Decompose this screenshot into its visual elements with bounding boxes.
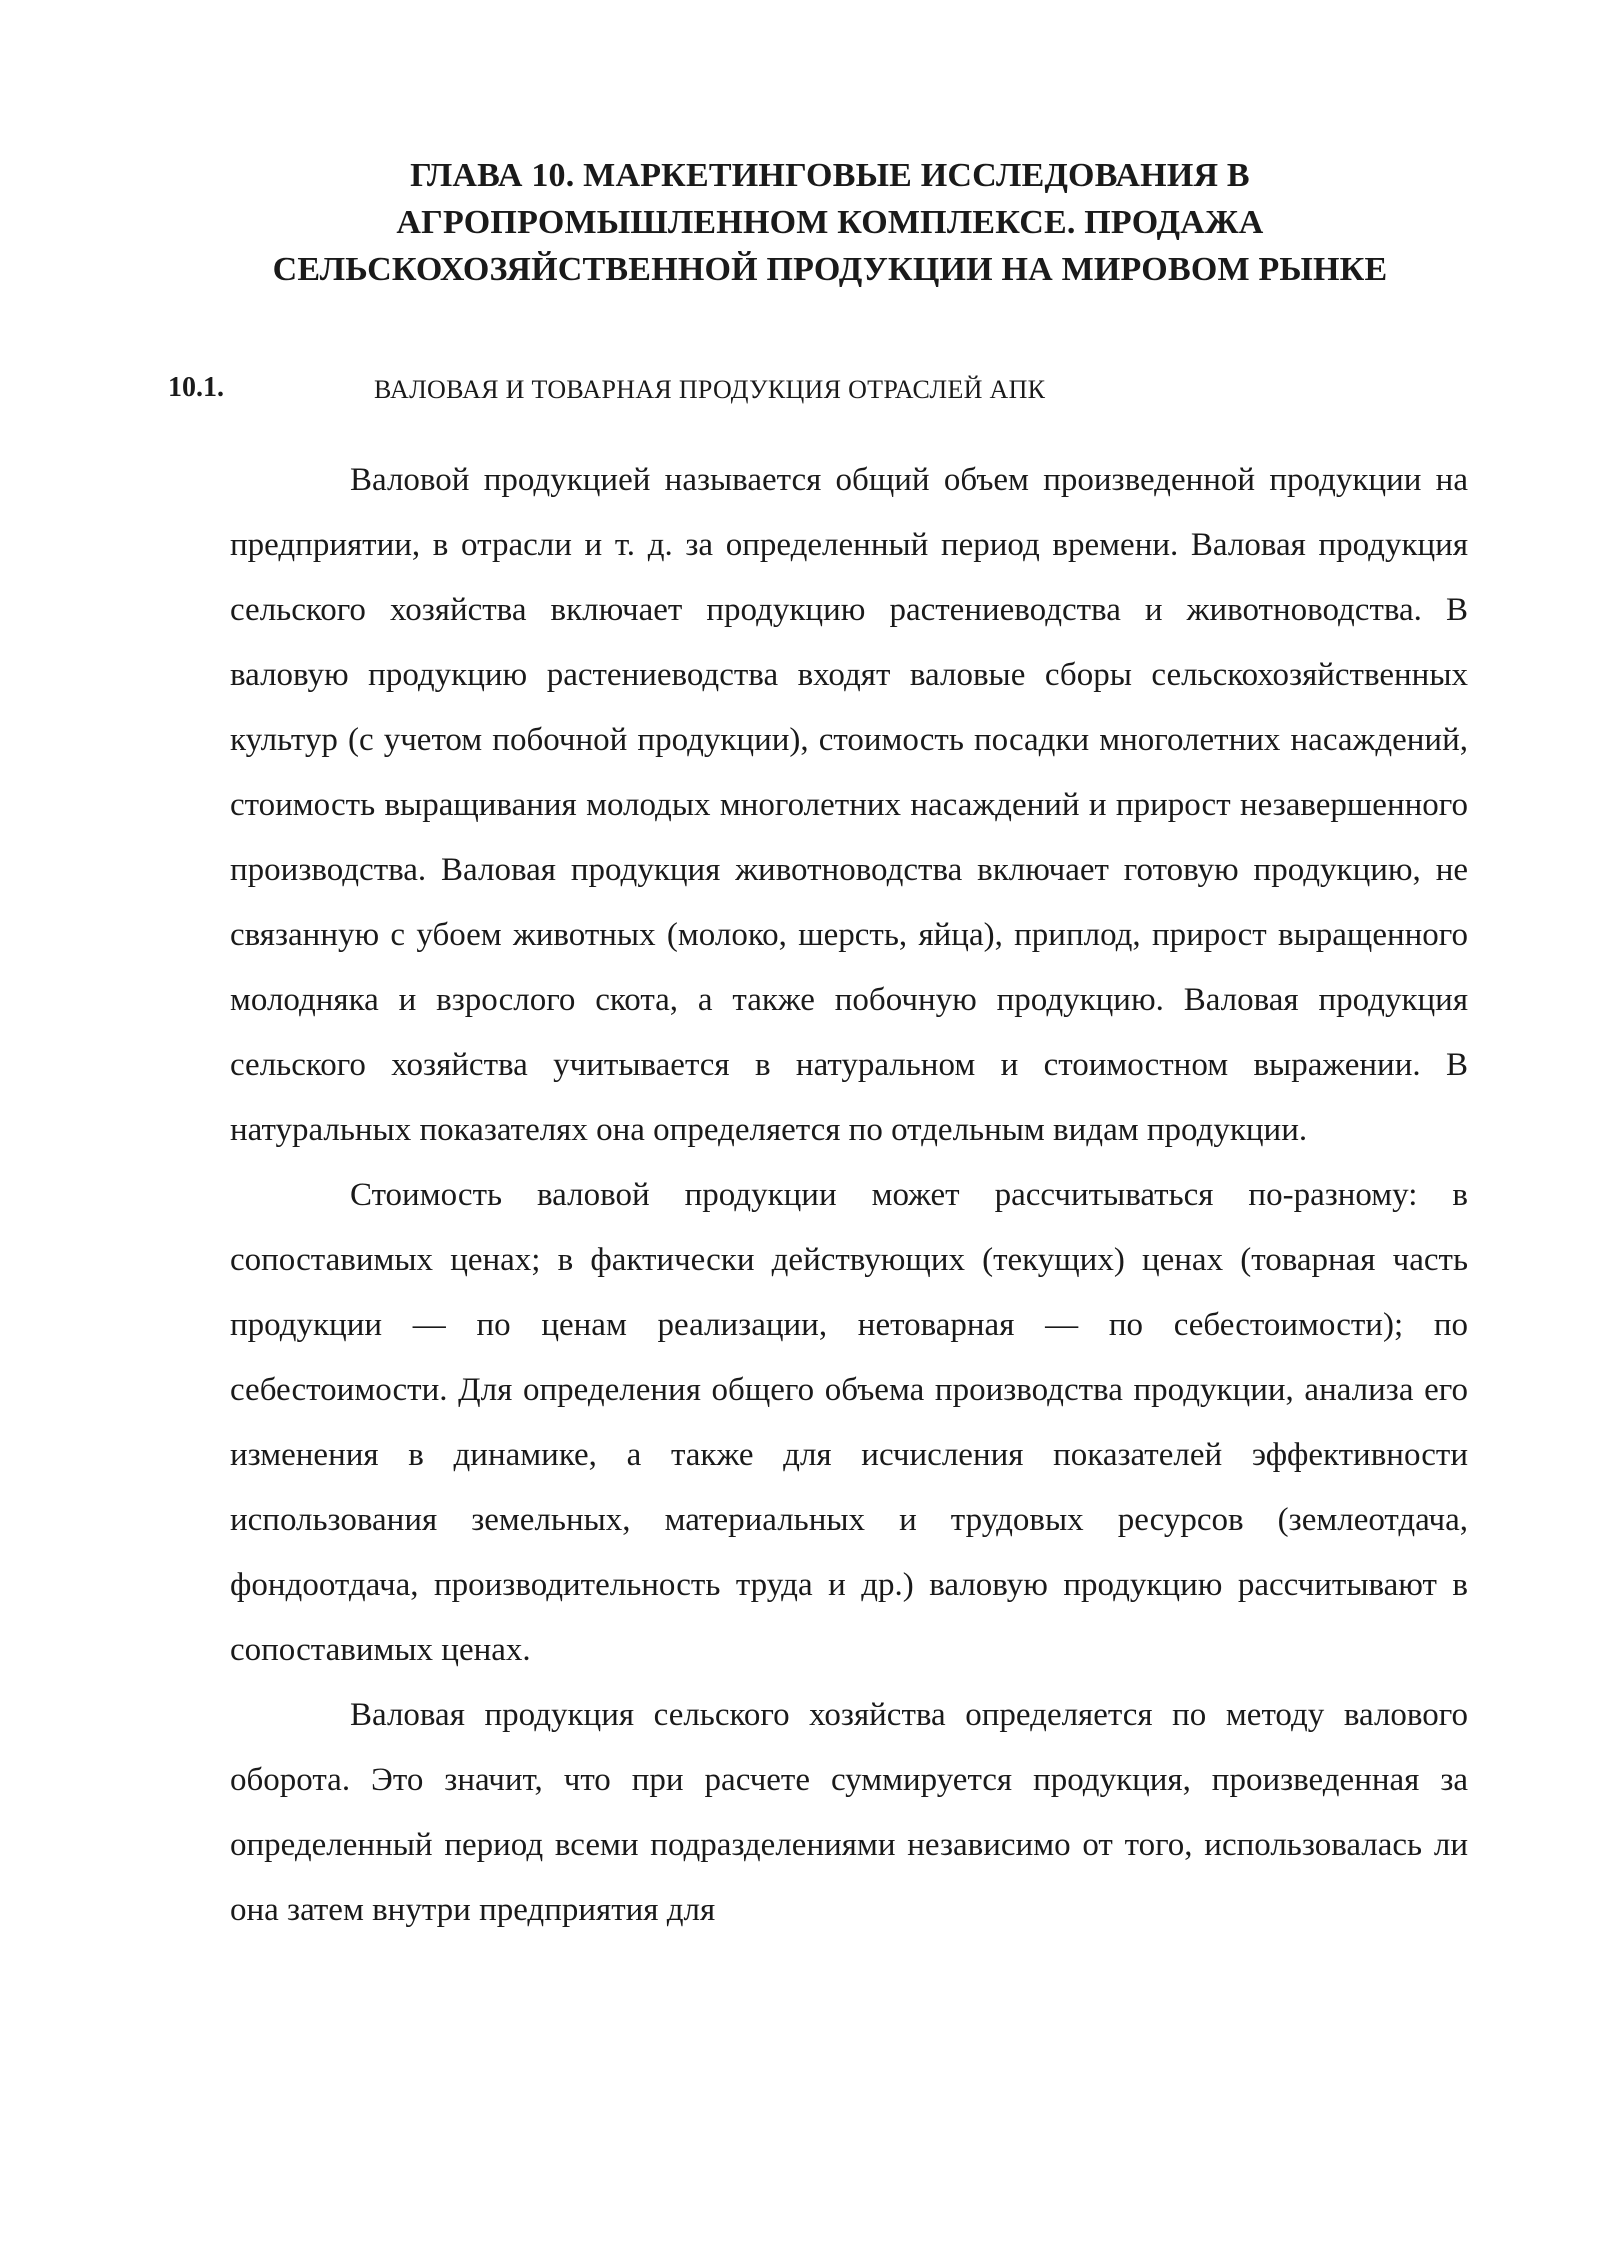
chapter-title-line: СЕЛЬСКОХОЗЯЙСТВЕННОЙ ПРОДУКЦИИ НА МИРОВОМ РЫНКЕ xyxy=(272,251,1388,288)
chapter-title-line: ГЛАВА 10. МАРКЕТИНГОВЫЕ ИССЛЕДОВАНИЯ В xyxy=(410,157,1250,194)
paragraph: Валовой продукцией называется общий объем произведенной продукции на предприятии, в отрасли и т. д. за определенный период времени. Валовая продукция сельского хозяйства включает продукцию растениеводства и животноводства. В валовую продукцию растениеводства входят валовые сборы сельскохозяйственных культур (с учетом побочной продукции), стоимость посадки многолетних насаждений, стоимость выращивания молодых многолетних насаждений и прирост незавершенного производства. Валовая продукция животноводства включает готовую продукцию, не связанную с убоем животных (молоко, шерсть, яйца), приплод, прирост выращенного молодняка и взрослого скота, а также побочную продукцию. Валовая продукция сельского хозяйства учитывается в натуральном и стоимостном выражении. В натуральных показателях она определяется по отдельным видам продукции. xyxy=(230,462,1468,1148)
chapter-title-line: АГРОПРОМЫШЛЕННОМ КОМПЛЕКСЕ. ПРОДАЖА xyxy=(396,204,1264,241)
chapter-title xyxy=(180,152,1480,293)
paragraph: Стоимость валовой продукции может рассчитываться по-разному: в сопоставимых ценах; в фактически действующих (текущих) ценах (товарная часть продукции — по ценам реализации, нетоварная — по себестоимости); по себестоимости. Для определения общего объема производства продукции, анализа его изменения в динамике, а также для исчисления показателей эффективности использования земельных, материальных и трудовых ресурсов (землеотдача, фондоотдача, производительность труда и др.) валовую продукцию рассчитывают в сопоставимых ценах. xyxy=(230,1177,1468,1668)
section-number: 10.1. xyxy=(168,372,224,403)
section-title: ВАЛОВАЯ И ТОВАРНАЯ ПРОДУКЦИЯ ОТРАСЛЕЙ АПК xyxy=(374,375,1046,404)
paragraph: Валовая продукция сельского хозяйства определяется по методу валового оборота. Это значит, что при расчете суммируется продукция, произведенная за определенный период всеми подразделениями независимо от того, использовалась ли она затем внутри предприятия для xyxy=(230,1697,1468,1928)
body-text xyxy=(230,448,1468,1943)
